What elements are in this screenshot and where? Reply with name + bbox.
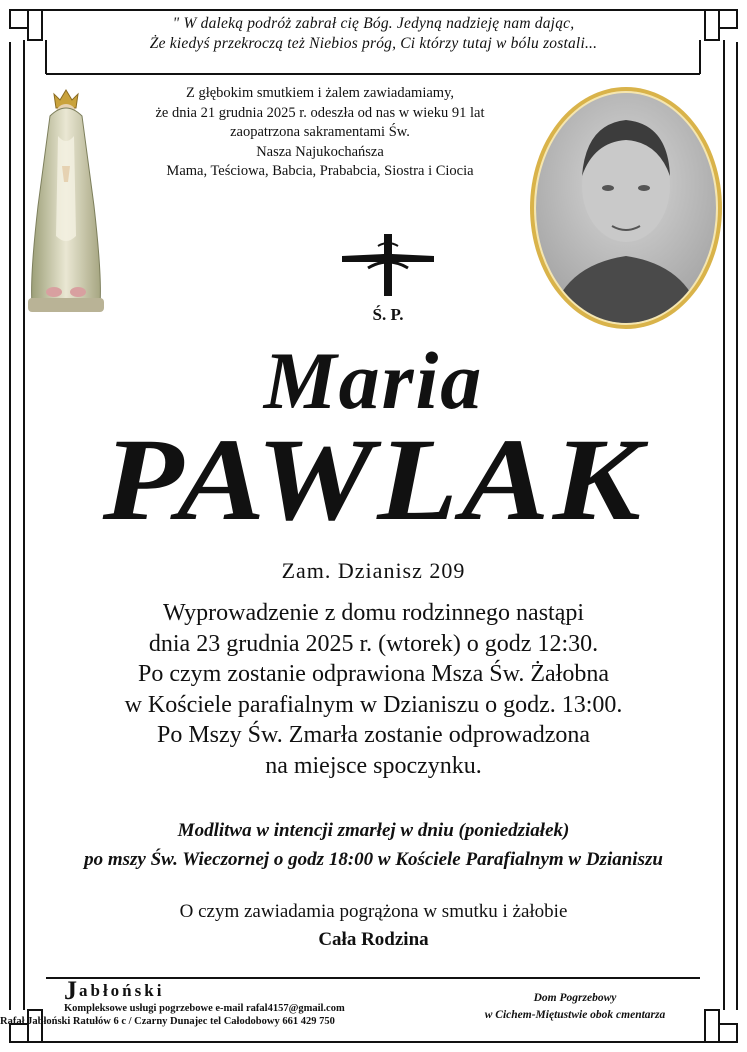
poem-line-2: Że kiedyś przekroczą też Niebios próg, Ci którzy tutaj w bólu zostali... (149, 35, 598, 52)
poem-line-1: " W daleką podróż zabrał cię Bóg. Jedyną nadzieję nam dając, (172, 15, 575, 32)
details-line: Po czym zostanie odprawiona Msza Św. Żałobna (138, 661, 609, 687)
details-line: w Kościele parafialnym w Dzianiszu o godz. 13:00. (124, 691, 623, 718)
details-line: Po Mszy Św. Zmarła zostanie odprowadzona (156, 722, 590, 748)
prayer-info (40, 816, 707, 874)
announcement (120, 84, 520, 182)
closing (0, 898, 747, 954)
announcement-line: zaopatrzona sakramentami Św. (230, 124, 410, 140)
cross-icon (338, 232, 438, 298)
services-line: Kompleksowe usługi pogrzebowe e-mail rafal4157@gmail.com (64, 1003, 345, 1014)
virgin-mary-statue-icon (24, 86, 108, 316)
family-signature: Cała Rodzina (318, 929, 429, 950)
cross-label: Ś. P. (372, 305, 404, 324)
first-name: Maria (263, 335, 484, 426)
cross-emblem (338, 232, 438, 322)
last-name: PAWLAK (102, 414, 645, 545)
announcement-line: że dnia 21 grudnia 2025 r. odeszła od nas w wieku 91 lat (155, 104, 485, 121)
portrait-photo (528, 86, 724, 330)
contact-address: Rafał Jabłoński Ratułów 6 c / Czarny Dunajec tel Całodobowy 661 429 750 (0, 1016, 335, 1027)
poem (30, 14, 717, 54)
funeral-home-title: Dom Pogrzebowy (533, 992, 617, 1004)
announcement-line: Z głębokim smutkiem i żalem zawiadamiamy, (185, 85, 455, 101)
funeral-services-info (0, 976, 444, 1028)
announcement-line: Nasza Najukochańsza (256, 143, 384, 160)
details-line: Wyprowadzenie z domu rodzinnego nastąpi (162, 600, 585, 626)
funeral-home-location: w Cichem-Miętustwie obok cmentarza (484, 1009, 666, 1021)
closing-line: O czym zawiadamia pogrążona w smutku i żałobie (179, 901, 568, 922)
funeral-details (40, 598, 707, 781)
brand-logo (64, 976, 444, 1005)
brand-name: abłoński (79, 981, 165, 1000)
prayer-line-1: Modlitwa w intencji zmarłej w dniu (poniedziałek) (177, 820, 570, 841)
brand-initial: J (64, 976, 79, 1005)
details-line: dnia 23 grudnia 2025 r. (wtorek) o godz 12:30. (148, 630, 599, 657)
announcement-line: Mama, Teściowa, Babcia, Prababcia, Siostra i Ciocia (166, 163, 474, 179)
address: Zam. Dzianisz 209 (281, 558, 466, 583)
funeral-home-info (460, 990, 690, 1024)
details-line: na miejsce spoczynku. (265, 752, 482, 779)
prayer-line-2: po mszy Św. Wieczornej o godz 18:00 w Kościele Parafialnym w Dzianiszu (84, 849, 663, 870)
